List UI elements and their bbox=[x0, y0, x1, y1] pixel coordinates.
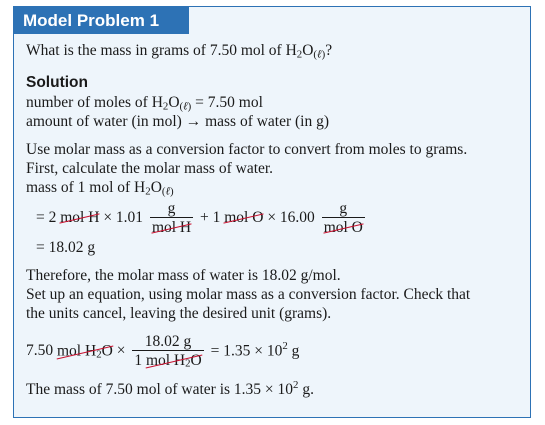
mass-calculation: 7.50 mol $H_2O$ × $\frac{18.02 g}{1 mol H_2O}$ = $1.35 \times 10^2$ g bbox=[26, 333, 300, 371]
paragraph-2b: Set up an equation, using molar mass as a conversion factor. Check that bbox=[26, 286, 471, 303]
paragraph-2c: the units cancel, leaving the desired unit (grams). bbox=[26, 305, 332, 322]
cancelled-mol-h: mol H bbox=[60, 208, 100, 226]
solution-heading: Solution bbox=[26, 74, 88, 91]
molar-mass-calculation: = 2 mol H × 1.01 $\frac{g}{\text{mol H}}$ + 1 mol O × 16.00 $\frac{g}{\text{mol O}}$ bbox=[36, 200, 363, 236]
fraction-g-per-mol-o: $\frac{g}{\text{mol O}}$ bbox=[323, 200, 363, 236]
question-text: What is the mass in grams of 7.50 mol of $H_2O_{(\ell)}$? bbox=[26, 42, 333, 61]
conversion-line: amount of water (in mol) → mass of water (in g) bbox=[26, 113, 330, 130]
paragraph-1b: First, calculate the molar mass of water. bbox=[26, 160, 274, 177]
cancelled-mol-h2o: mol $H_2O$ bbox=[57, 342, 113, 361]
paragraph-1c: mass of 1 mol of $H_2O_{(\ell)}$ bbox=[26, 179, 174, 198]
fraction-molar-mass: $\frac{18.02 g}{1 mol H_2O}$ bbox=[134, 333, 202, 371]
paragraph-1a: Use molar mass as a conversion factor to convert from moles to grams. bbox=[26, 141, 468, 158]
cancelled-mol-o: mol O bbox=[224, 208, 264, 226]
paragraph-2a: Therefore, the molar mass of water is 18.02 g/mol. bbox=[26, 267, 341, 284]
model-problem-panel bbox=[13, 6, 531, 418]
fraction-g-per-mol-h: $\frac{g}{\text{mol H}}$ bbox=[151, 200, 192, 236]
final-answer: The mass of 7.50 mol of water is $1.35 \times 10^2$ g. bbox=[26, 379, 314, 398]
moles-line: number of moles of $H_2O_{(\ell)} = 7.50$ mol bbox=[26, 94, 263, 113]
panel-header: Model Problem 1 bbox=[14, 7, 189, 34]
molar-mass-result: = 18.02 g bbox=[36, 239, 96, 256]
